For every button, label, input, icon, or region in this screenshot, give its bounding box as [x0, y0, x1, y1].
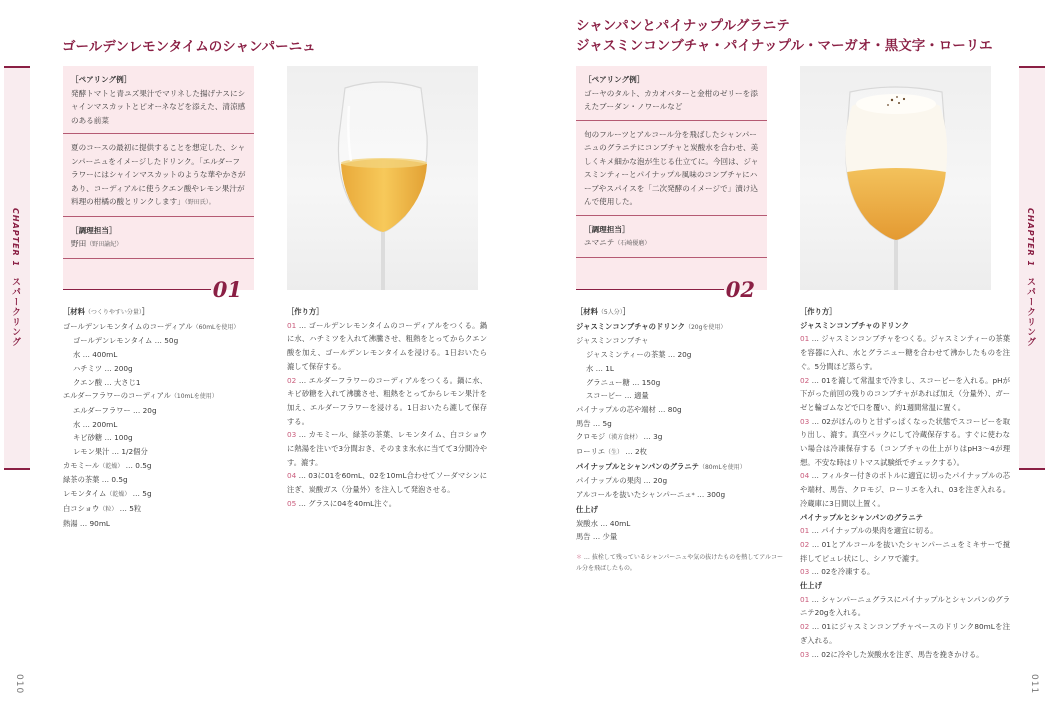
- method-step: [800, 374, 1010, 415]
- step-number: 03: [800, 649, 810, 659]
- step-text: … シャンパーニュグラスにパイナップルとシャンパンのグラニテ20gを入れる。: [800, 594, 1010, 618]
- ingredient-item: [63, 517, 268, 531]
- ingredient-note: （10mLを使用）: [170, 393, 218, 401]
- method-step: [800, 538, 1010, 565]
- ingredient-item: [576, 389, 786, 403]
- ingredient-item: [63, 348, 268, 362]
- ingredient-text: アルコールを抜いたシャンパーニュ: [576, 490, 692, 500]
- ingredient-item: [63, 320, 268, 335]
- staff-section: [63, 217, 254, 259]
- method-step: [800, 593, 1010, 620]
- ingredient-item: [576, 430, 786, 445]
- method-step: [800, 524, 1010, 538]
- ingredient-text: レモンタイム: [63, 489, 107, 499]
- method-step: [800, 469, 1010, 510]
- chapter-tab-text: [1024, 208, 1037, 347]
- ingredient-item: [576, 334, 786, 348]
- info-box: [63, 66, 254, 302]
- step-text: … 02に冷やした炭酸水を注ぎ、馬告を挽きかける。: [809, 649, 984, 659]
- step-number: 02: [800, 622, 810, 632]
- ingredient-text: レモン果汁 … 1/2個分: [73, 447, 148, 457]
- step-number: 03: [800, 567, 810, 577]
- drink-photo: [287, 66, 478, 290]
- ingredient-note: *: [691, 492, 695, 500]
- ingredients-heading: ［材料（つくりやすい分量）］: [63, 307, 150, 316]
- ingredient-item: [63, 362, 268, 376]
- ingredient-item: [63, 459, 268, 474]
- pairing-text: ゴーヤのタルト、カカオバターと金柑のゼリーを添えたブーダン・ノワールなど: [584, 88, 758, 111]
- ingredient-item: [63, 445, 268, 459]
- ingredient-text: 水 … 200mL: [73, 419, 118, 429]
- ingredient-note: （粒）: [99, 505, 118, 513]
- ingredient-text: ジャスミンティーの茶葉 … 20g: [586, 350, 692, 360]
- ingredient-text: 馬告 … 5g: [576, 418, 612, 428]
- ingredient-text: エルダーフラワーのコーディアル: [63, 391, 171, 401]
- ingredient-item: [63, 334, 268, 348]
- ingredient-text: 馬告 … 少量: [576, 532, 618, 542]
- ingredient-amount: … 5粒: [117, 503, 142, 513]
- chapter-tab-text: [9, 208, 22, 347]
- ingredient-item: [576, 445, 786, 460]
- footnote: ＊ … 抜栓して残っているシャンパーニュや気の抜けたものを熱してアルコール分を飛ばしたもの。: [576, 553, 784, 572]
- ingredient-text: ジャスミンコンブチャ: [576, 336, 649, 346]
- step-text: … エルダーフラワーのコーディアルをつくる。鍋に水、キビ砂糖を入れて沸騰させ、粗熱をとってからレモン果汁を加え、エルダーフラワーを浸ける。1日おいたら漉して保存する。: [287, 375, 487, 426]
- pairing-heading: ［ペアリング例］: [71, 75, 132, 84]
- ingredient-amount: … 2枚: [623, 447, 647, 457]
- step-list: [287, 319, 487, 511]
- staff-section: [576, 216, 767, 258]
- ingredient-text: ゴールデンレモンタイムのコーディアル: [63, 321, 193, 331]
- step-number: 01: [800, 526, 810, 536]
- staff-heading: ［調理担当］: [584, 224, 630, 234]
- step-text: … 02がほんのりと甘ずっぱくなった状態でスコービーを取り出し、漉す。真空パックにして冷蔵保存する。すぐに使わない場合は冷凍保存する（コンブチャの仕上がりはpH3〜4が理想。不安な時はリトマス試験紙でチェックする）。: [800, 416, 1010, 467]
- method-column: [800, 305, 1010, 661]
- ingredient-amount: … 300g: [694, 490, 726, 500]
- step-text: … ジャスミンコンブチャをつくる。ジャスミンティーの茶葉を容器に入れ、水とグラニュー糖を合わせて沸かしたものを注ぐ。5分間ほど蒸らす。: [800, 334, 1010, 371]
- ingredient-note: （漢方食材）: [605, 434, 642, 442]
- method-section-heading: パイナップルとシャンパンのグラニテ: [800, 512, 923, 522]
- number-rule: [63, 289, 211, 290]
- description-text: 夏のコースの最初に提供することを想定した、シャンパーニュをイメージしたドリンク。「エルダーフラワーにはシャインマスカットのような華やかさがあり、コーディアルに使うクエン酸やレモン果汁が料理の柑橘の酸とリンクします」: [71, 143, 246, 206]
- method-step: [800, 565, 1010, 579]
- ingredient-text: 水 … 1L: [586, 363, 614, 373]
- ingredients-column: [63, 305, 268, 530]
- staff-heading: ［調理担当］: [71, 225, 117, 235]
- step-number: 01: [287, 320, 297, 330]
- pairing-heading: ［ペアリング例］: [584, 75, 645, 84]
- staff-note: （野田諭紀）: [86, 241, 123, 248]
- description-section: [576, 121, 767, 216]
- ingredient-amount: … 3g: [641, 432, 663, 442]
- chapter-tag: CHAPTER 1: [1026, 208, 1035, 268]
- ingredient-text: スコービー … 適量: [586, 391, 649, 401]
- method-step: [287, 319, 487, 374]
- ingredient-text: カモミール: [63, 460, 100, 470]
- pairing-section: [63, 66, 254, 134]
- recipe-number: 02: [725, 276, 755, 302]
- ingredient-text: エルダーフラワー … 20g: [73, 405, 157, 415]
- method-heading: ［作り方］: [287, 307, 324, 316]
- drink-photo: [800, 66, 991, 290]
- step-number: 04: [287, 471, 297, 481]
- method-step: [800, 415, 1010, 470]
- ingredient-item: [63, 404, 268, 418]
- page-number: 010: [14, 673, 24, 694]
- pairing-section: [576, 66, 767, 121]
- right-page: [524, 0, 1047, 712]
- step-number: 02: [800, 539, 810, 549]
- title-line-1: シャンパンとパイナップルグラニテ: [576, 18, 790, 34]
- step-text: … カモミール、緑茶の茶葉、レモンタイム、白コショウに熱湯を注いで3分間おき、そのまま氷水に当てて3分間冷やす。漉す。: [287, 430, 487, 467]
- staff-note: （石崎優磨）: [614, 240, 651, 247]
- step-text: … グラスに04を40mL注ぐ。: [296, 498, 396, 508]
- step-text: … 01とアルコールを抜いたシャンパーニュをミキサーで撹拌してピュレ状にし、シノワで漉す。: [800, 539, 1010, 563]
- ingredient-item: [576, 530, 786, 544]
- chapter-tag: CHAPTER 1: [11, 208, 20, 268]
- ingredient-item: [576, 403, 786, 417]
- ingredient-item: [576, 460, 786, 475]
- method-step: [800, 332, 1010, 373]
- chapter-tab-left: [4, 66, 30, 470]
- ingredient-item: [63, 376, 268, 390]
- method-step: [800, 648, 1010, 662]
- ingredient-text: ゴールデンレモンタイム … 50g: [73, 336, 179, 346]
- method-step: [287, 374, 487, 429]
- ingredient-text: キビ砂糖 … 100g: [73, 433, 133, 443]
- method-section-heading: ジャスミンコンブチャのドリンク: [800, 320, 909, 330]
- step-number: 04: [800, 471, 810, 481]
- ingredient-text: クエン酸 … 大さじ1: [73, 377, 141, 387]
- step-text: … 01を漉して常温まで冷まし、スコービーを入れる。pHが下がった前回の残りのコンブチャがあれば加え（分量外）、ガーゼと輪ゴムなどで口を覆い、約1週間常温に置く。: [800, 375, 1010, 412]
- step-text: … フィルター付きのボトルに適宜に切ったパイナップルの芯や端材、馬告、クロモジ、ローリエを入れ、03を注ぎ入れる。冷蔵庫に3日間以上置く。: [800, 471, 1010, 508]
- ingredient-text: クロモジ: [576, 432, 606, 442]
- ingredient-item: [576, 320, 786, 335]
- step-number: 03: [287, 430, 297, 440]
- ingredient-item: [63, 418, 268, 432]
- info-box: [576, 66, 767, 302]
- ingredient-note: （20gを使用）: [684, 323, 727, 331]
- recipe-number: 01: [212, 276, 242, 302]
- method-step: [287, 469, 487, 496]
- ingredient-item: [576, 417, 786, 431]
- ingredient-text: グラニュー糖 … 150g: [586, 377, 661, 387]
- ingredient-text: ローリエ: [576, 447, 606, 457]
- step-number: 01: [800, 594, 810, 604]
- ingredient-item: [576, 348, 786, 362]
- ingredient-item: [63, 487, 268, 502]
- ingredient-note: （60mLを使用）: [192, 323, 240, 331]
- method-heading: ［作り方］: [800, 307, 837, 316]
- ingredient-text: 水 … 400mL: [73, 350, 118, 360]
- ingredient-item: [576, 503, 786, 517]
- ingredient-text: 炭酸水 … 40mL: [576, 518, 631, 528]
- ingredient-text: パイナップルとシャンパンのグラニテ: [576, 461, 699, 471]
- ingredient-text: ジャスミンコンブチャのドリンク: [576, 321, 685, 331]
- ingredient-text: パイナップルの果肉 … 20g: [576, 476, 668, 486]
- method-section-heading: 仕上げ: [800, 581, 822, 591]
- method-step: [800, 620, 1010, 647]
- page-number: 011: [1029, 673, 1039, 694]
- ingredient-list: [576, 320, 786, 544]
- method-column: [287, 305, 487, 511]
- chapter-name: スパークリング: [10, 277, 20, 348]
- staff-name: 野田: [71, 239, 87, 248]
- ingredient-text: ハチミツ … 200g: [73, 363, 133, 373]
- ingredient-amount: … 5g: [130, 489, 152, 499]
- left-page: [0, 0, 523, 712]
- number-rule: [576, 289, 724, 290]
- ingredient-note: （乾燥）: [106, 491, 131, 499]
- ingredient-text: 白コショウ: [63, 503, 100, 513]
- step-number: 02: [800, 375, 810, 385]
- ingredient-text: 仕上げ: [576, 504, 598, 514]
- ingredient-item: [576, 474, 786, 488]
- chapter-tab-right: [1019, 66, 1045, 470]
- ingredient-item: [63, 389, 268, 404]
- step-number: 05: [287, 498, 297, 508]
- ingredient-text: パイナップルの芯や端材 … 80g: [576, 404, 682, 414]
- ingredient-item: [576, 362, 786, 376]
- step-text: … ゴールデンレモンタイムのコーディアルをつくる。鍋に水、ハチミツを入れて沸騰させ、粗熱をとってからクエン酸を加え、ゴールデンレモンタイムを浸ける。1日おいたら漉して保存する。: [287, 320, 487, 371]
- method-step: [287, 497, 487, 511]
- step-text: … 02を冷凍する。: [809, 567, 875, 577]
- step-number: 02: [287, 375, 297, 385]
- step-number: 01: [800, 334, 810, 344]
- step-text: … 01にジャスミンコンブチャベースのドリンク80mLを注ぎ入れる。: [800, 622, 1010, 645]
- ingredient-note: （乾燥）: [99, 462, 124, 470]
- ingredient-item: [576, 517, 786, 531]
- step-number: 03: [800, 416, 810, 426]
- ingredient-item: [63, 502, 268, 517]
- recipe-title: [576, 16, 992, 56]
- step-text: … 03に01を60mL、02を10mL合わせてソーダマシンに注ぎ、炭酸ガス（分量外）を注入して発泡させる。: [287, 471, 487, 495]
- golden-drink-glass-image: [287, 66, 478, 290]
- method-step: [287, 428, 487, 469]
- recipe-title: ゴールデンレモンタイムのシャンパーニュ: [62, 39, 316, 55]
- ingredients-heading: ［材料（5人分）］: [576, 307, 631, 316]
- ingredient-item: [63, 431, 268, 445]
- ingredient-item: [576, 488, 786, 503]
- description-text: 旬のフルーツとアルコール分を飛ばしたシャンパーニュのグラニテにコンブチャと炭酸水を合わせ、美しくキメ細かな泡が生じる仕立てに。今回は、ジャスミンティーとパイナップル風味のコンブチャにハーブやスパイスを「二次発酵のイメージで」漬け込んで使用した。: [584, 129, 759, 206]
- description-section: [63, 134, 254, 217]
- ingredients-column: [576, 305, 786, 574]
- description-note: （野田氏）。: [184, 199, 215, 206]
- ingredient-amount: … 0.5g: [123, 460, 152, 470]
- ingredient-item: [63, 473, 268, 487]
- ingredient-note: （80mLを使用）: [698, 463, 746, 471]
- pairing-text: 発酵トマトと青ユズ果汁でマリネした揚げナスにシャインマスカットとピオーネなどを添えた、清涼感のある前菜: [71, 88, 246, 125]
- step-text: … パイナップルの果肉を適宜に切る。: [809, 526, 938, 536]
- chapter-name: スパークリング: [1025, 277, 1035, 348]
- ingredient-text: 熱湯 … 90mL: [63, 518, 110, 528]
- title-line-2: ジャスミンコンブチャ・パイナップル・マーガオ・黒文字・ローリエ: [576, 38, 993, 54]
- ingredient-text: 緑茶の茶葉 … 0.5g: [63, 475, 128, 485]
- ingredient-item: [576, 376, 786, 390]
- step-list: [800, 319, 1010, 662]
- foamy-drink-glass-image: [800, 66, 991, 290]
- staff-name: ユマニテ: [584, 238, 615, 247]
- ingredient-note: （生）: [605, 449, 624, 457]
- ingredient-list: [63, 320, 268, 531]
